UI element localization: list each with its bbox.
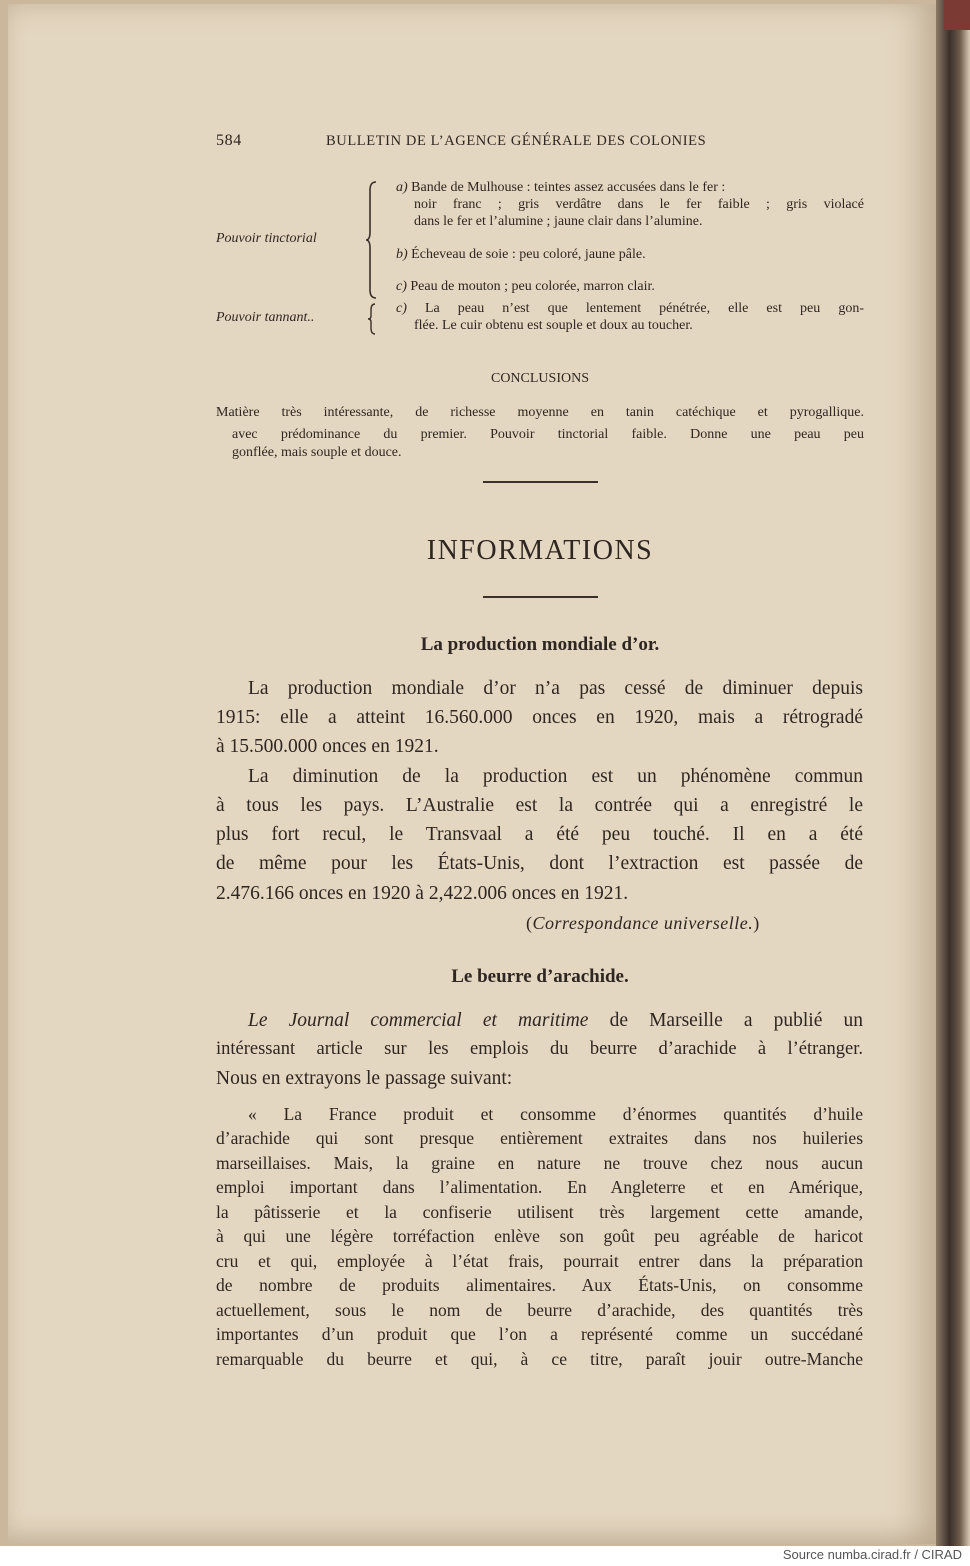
journal-name: Le Journal commercial et maritime <box>248 1010 589 1031</box>
article-line: plus fort recul, le Transvaal a été peu touché. Il en a été <box>216 824 863 845</box>
article-line: 2.476.166 onces en 1920 à 2,422.006 onces en 1921. <box>216 883 629 904</box>
divider <box>483 596 598 598</box>
conclusions-line: Matière très intéressante, de richesse moyenne en tanin catéchique et pyrogallique. <box>216 405 864 420</box>
quote-line: remarquable du beurre et qui, à ce titre, paraît jouir outre-Manche <box>216 1349 863 1369</box>
tinctorial-label: Pouvoir tinctorial <box>216 231 317 246</box>
quote-line: cru et qui, employée à l’état frais, pourrait entrer dans la préparation <box>216 1251 863 1271</box>
brace-icon <box>367 302 377 336</box>
conclusions-line: avec prédominance du premier. Pouvoir tinctorial faible. Donne une peau peu <box>232 427 864 442</box>
article-line: à tous les pays. L’Australie est la contrée qui a enregistré le <box>216 795 863 816</box>
article-source: (Correspondance universelle.) <box>526 913 760 933</box>
item-line: Bande de Mulhouse : teintes assez accusées dans le fer : <box>411 180 726 195</box>
quote-line: de nombre de produits alimentaires. Aux États-Unis, on consomme <box>216 1275 863 1295</box>
article-line: La production mondiale d’or n’a pas cessé de diminuer depuis <box>248 678 863 699</box>
book-edge <box>936 0 970 1546</box>
page-number: 584 <box>216 132 242 149</box>
article-line: de même pour les États-Unis, dont l’extraction est passée de <box>216 853 863 874</box>
quote-line: d’arachide qui sont presque entièrement extraites dans nos huileries <box>216 1128 863 1148</box>
conclusions-title: CONCLUSIONS <box>490 371 589 386</box>
tinctorial-item-a-line: noir franc ; gris verdâtre dans le fer faible ; gris violacé <box>414 197 864 212</box>
tinctorial-item-a <box>396 180 725 196</box>
item-line: Peau de mouton ; peu colorée, marron clair. <box>410 279 655 294</box>
quote-line: marseillaises. Mais, la graine en nature ne trouve chez nous aucun <box>216 1153 863 1173</box>
divider <box>483 481 598 483</box>
conclusions-line: gonflée, mais souple et douce. <box>232 445 402 460</box>
quote-line: actuellement, sous le nom de beurre d’arachide, des quantités très <box>216 1300 863 1320</box>
article-title: Le beurre d’arachide. <box>451 966 629 987</box>
item-marker: b) <box>396 247 408 262</box>
tinctorial-item-a-line: dans le fer et l’alumine ; jaune clair dans l’alumine. <box>414 214 703 229</box>
item-marker: a) <box>396 180 408 195</box>
brace-icon <box>365 180 379 300</box>
article-line: à 15.500.000 onces en 1921. <box>216 736 439 757</box>
intro-text: de Marseille a publié un <box>588 1010 863 1031</box>
quote-line: la pâtisserie et la confiserie utilisent très largement cette amande, <box>216 1202 863 1222</box>
article-line: Nous en extrayons le passage suivant: <box>216 1068 513 1089</box>
quote-line: emploi important dans l’alimentation. En Angleterre et en Amérique, <box>216 1177 863 1197</box>
quote-line: importantes d’un produit que l’on a représenté comme un succédané <box>216 1324 863 1344</box>
tannant-label: Pouvoir tannant.. <box>216 310 315 325</box>
tinctorial-item-c <box>396 279 655 295</box>
article-line: La diminution de la production est un phénomène commun <box>248 766 863 787</box>
item-marker: c) <box>396 301 407 316</box>
source-credit: Source numba.cirad.fr / CIRAD <box>782 1547 962 1562</box>
item-line: Écheveau de soie : peu coloré, jaune pâle. <box>411 247 646 262</box>
tannant-item-line: flée. Le cuir obtenu est souple et doux au toucher. <box>414 318 693 333</box>
article-title: La production mondiale d’or. <box>420 634 660 655</box>
quote-line: à qui une légère torréfaction enlève son goût peu agréable de haricot <box>216 1226 863 1246</box>
article-line: intéressant article sur les emplois du beurre d’arachide à l’étranger. <box>216 1039 863 1059</box>
tannant-item <box>396 301 864 317</box>
book-edge-ribbon <box>944 0 970 30</box>
quote-line: « La France produit et consomme d’énormes quantités d’huile <box>248 1104 863 1124</box>
tinctorial-item-b <box>396 247 646 263</box>
source-text: Correspondance universelle. <box>532 913 754 933</box>
section-title: INFORMATIONS <box>426 535 654 566</box>
article-line: 1915: elle a atteint 16.560.000 onces en 1920, mais a rétrogradé <box>216 707 863 728</box>
item-line: La peau n’est que lentement pénétrée, elle est peu gon- <box>424 301 864 316</box>
item-marker: c) <box>396 279 407 294</box>
running-title: BULLETIN DE L’AGENCE GÉNÉRALE DES COLONIES <box>326 133 707 149</box>
article-line <box>248 1010 863 1032</box>
